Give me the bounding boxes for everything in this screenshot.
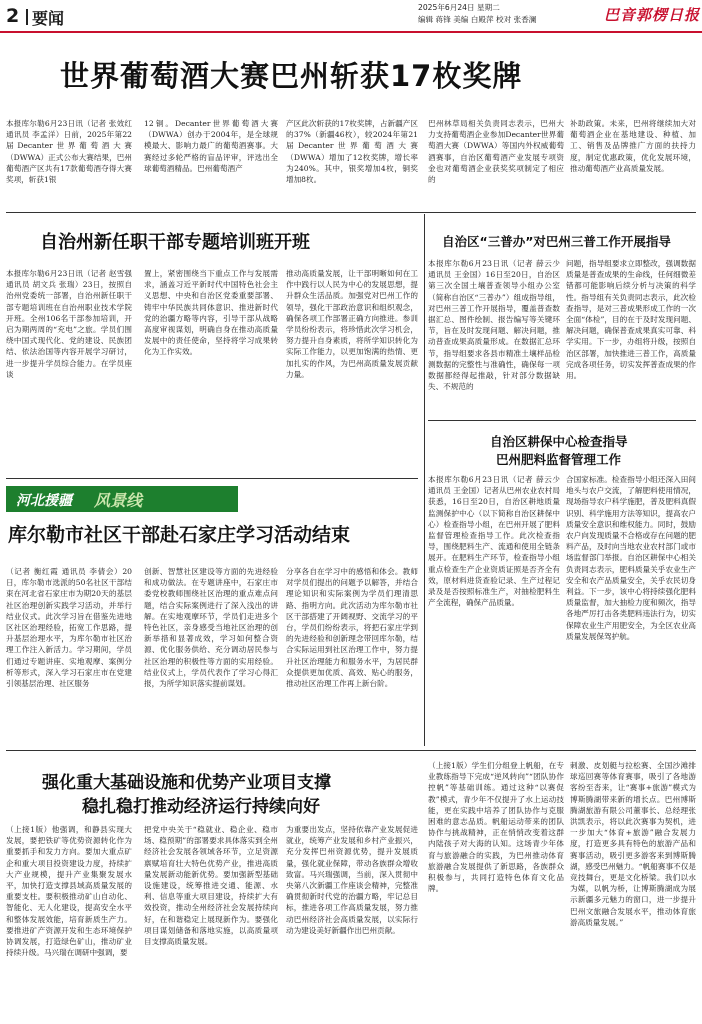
wine-article-col5: 补助政策。未来，巴州将继续加大对葡萄酒企业在基地建设、种植、加工、销售及品牌推广方面的扶持力度，制定优惠政策，优化发展环境，推动葡萄酒产业高质量发展。 — [570, 119, 696, 173]
hebei-aid-banner — [6, 486, 238, 512]
rule-story3 — [428, 420, 696, 421]
wine-article-col1: 本报库尔勒6月23日讯（记者 张效红 通讯员 李孟洋）日前，2025年第22届Decanter世界葡萄酒大赛（DWWA）正式公布大赛结果，巴州葡萄酒产区共有17款葡萄酒夺得大赛奖项，斩获1银 — [6, 119, 132, 185]
census-article-col2: 问题，指导组要求立即整改，强调数据质量是普查成果的生命线，任何细微差错都可能影响后续分析与决策的科学性。指导组有关负责同志表示，此次检查指导，是对三普成果形成工作的一次全面“体检”，目的在于及时发现问题、解决问题，确保普查成果真实可靠、科学实用。下一步，办组将升级，按照自治区部署，加快推进三普工作，高质量完成各项任务，切实发挥普查成果的作用。 — [566, 259, 696, 381]
editor-credits: 编辑 蒋锋 美编 白殿萍 校对 张香澜 — [418, 15, 537, 24]
sailing-article-col1: （上接1版）学生们分组登上帆船，在专业教练指导下完成“逆风转向”“团队协作控帆”等基础训练。通过这种“以赛促教”模式，青少年不仅提升了水上运动技能，更在实践中培养了团队协作与克服困难的意志品质。帆船运动带来的团队协作与挑战精神，正在悄悄改变着这群内陆孩子对大海的认知。这场青少年体育与旅游融合的实践，为巴州推动体育旅游融合发展提供了新思路，各族群众积极参与，共同打造特色体育文化品牌。 — [428, 761, 564, 894]
section-name: 要闻 — [32, 9, 65, 28]
infrastructure-article-col1: （上接1版）他强调，和静县实现大发展，要把铁矿等优势资源转化作为重要抓手和发力方向。要加大重点矿企和重大项目投资建设力度，持续扩大产业规模，提升产业集聚发展水平，加快打造支撑县域高质量发展的重要支柱。要积极推动矿山自动化、智能化、无人化建设，提高安全水平和整体发展效能，培育新质生产力。要推进矿产资源开发和生态环境保护协调发展，打造绿色矿山，推动矿业持续升级。马兴瑞在调研中强调，要 — [6, 825, 132, 958]
community-article-col2: 创新、智慧社区建设等方面的先进经验和成功做法。在专题讲座中，石家庄市委党校教师围绕社区治理的重点难点问题，结合实际案例进行了深入浅出的讲解。在实地观摩环节，学员们走进多个特色社区，亲身感受当地社区治理的创新举措和显著成效，学习如何整合资源、优化服务供给、充分调动居民参与社区治理的积极性等方面的实用经验。结业仪式上，学员代表作了学习心得汇报，为所学知识落实提前谋划。 — [144, 567, 278, 689]
rule-story5 — [6, 750, 696, 751]
headline-infrastructure-line1: 强化重大基础设施和优势产业项目支撑 — [42, 773, 331, 793]
newspaper-masthead: 巴音郭楞日报 — [604, 6, 701, 24]
community-article-col3: 分享各自在学习中的感悟和体会。教师对学员们提出的问题予以解答，并结合理论知识和实际案例为学员们理清思路、指明方向。此次活动为库尔勒市社区干部搭建了开阔视野、交流学习的平台，学员们纷纷表示，将把石家庄学到的先进经验和创新理念带回库尔勒，结合实际运用到社区治理工作中，努力提升社区治理能力和服务水平，为居民群众提供更加优质、高效、贴心的服务，推动社区治理工作再上新台阶。 — [286, 567, 418, 689]
rule-story1 — [6, 212, 696, 213]
issue-date: 2025年6月24日 星期二 — [418, 3, 500, 12]
training-article-col2: 置上，紧密围绕当下重点工作与发展需求，涵盖习近平新时代中国特色社会主义思想、中央和自治区党委重要部署、铸牢中华民族共同体意识、推进新时代党的治疆方略等内容，引导干部从战略高度审视谋划，明确自身在推动高质量发展中的责任使命，坚持将学习成果转化为工作实效。 — [144, 269, 278, 357]
headline-fertilizer-line2: 巴州肥料监督管理工作 — [496, 452, 622, 467]
training-article-col1: 本报库尔勒6月23日讯（记者 赵雪强 通讯员 胡文兵 张瑞）23日，按照自治州党委统一部署，自治州新任职干部专题培训班在自治州职业技术学院开班。全州106名干部参加培训，开启为期两周的“充电”之旅。学员们围绕中国式现代化、党的建设、民族团结、依法治国等内容开展学习研讨，进一步提升学员综合能力。在学员座谈 — [6, 269, 132, 379]
headline-infrastructure-line2: 稳扎稳打推动经济运行持续向好 — [82, 797, 320, 817]
fertilizer-article-col1: 本报库尔勒6月23日讯（记者 薛云少 通讯员 王金国）记者从巴州农业农村局获悉，16日至20日，自治区耕地质量监测保护中心（以下简称自治区耕保中心）检查指导小组，在巴州开展了肥料监督管理检查指导工作。此次检查指导，围绕肥料生产、流通和使用全链条展开。在肥料生产环节，检查指导小组重点检查生产企业资质证照是否齐全有效，原材料进货查验记录、生产过程记录及是否按照标准生产，对抽检肥料生产全流程，确保产品质量。 — [428, 475, 560, 608]
banner-subtitle: 风景线 — [94, 491, 143, 510]
infrastructure-article-col2: 把党中央关于“稳就业、稳企业、稳市场、稳预期”的部署要求具体落实到全州经济社会发展各领域各环节，立足资源禀赋培育壮大特色优势产业，推进高质量发展新动能新优势。要加强新型基础设施建设，统筹推进交通、能源、水利、信息等重大项目建设，持续扩大有效投资，推动全州经济社会发展持续向好，在和谐稳定上展现新作为。要强化项目谋划储备和落地实施，以高质量项目支撑高质量发展。 — [144, 825, 278, 947]
rule-story2 — [6, 478, 418, 479]
page-number: 2 — [6, 5, 20, 27]
headline-wine-medals: 世界葡萄酒大赛巴州斩获17枚奖牌 — [60, 59, 523, 93]
header-rule — [0, 31, 702, 33]
infrastructure-article-col3: 为重要出发点，坚持依靠产业发展促进就业，统筹产业发展和乡村产业振兴，充分发挥巴州资源优势，提升发展质量，强化就业保障，带动各族群众增收致富。马兴瑞强调，当前，深入贯彻中央第八次新疆工作座谈会精神，完整准确贯彻新时代党的治疆方略，牢记总目标，推进各项工作高质量发展，努力推动巴州经济社会高质量发展，以实际行动为建设美好新疆作出巴州贡献。 — [286, 825, 418, 935]
community-article-col1: （记者 衡红霞 通讯员 李倩会）20日，库尔勒市选派的50名社区干部结束在河北省石家庄市为期20天的基层社区治理创新实践学习活动，并举行结业仪式。此次学习旨在借鉴先进地区社区治理经验，拓宽工作思路，提升基层治理水平，为库尔勒市社区治理工作注入新活力。学习期间，学员们通过专题讲座、实地观摩、案例分析等形式，深入学习石家庄市在党建引领基层治理、社区服务 — [6, 567, 132, 689]
census-article-col1: 本报库尔勒6月23日讯（记者 薛云少 通讯员 王金国）16日至20日，自治区第三次全国土壤普查领导小组办公室（简称自治区“三普办”）组成指导组，对巴州三普工作开展指导，覆盖普查数据汇总、图件绘制、报告编写等关键环节，旨在及时发现问题、解决问题，推动普查成果高质量形成。在数据汇总环节，指导组要求各县市精准土壤样品检测数据的完整性与准确性，确保每一项数据都经得起推敲，针对部分数据缺失、不规范的 — [428, 259, 560, 392]
training-article-col3: 推动高质量发展，让干部明晰如何在工作中践行以人民为中心的发展思想，提升群众生活品质。加强党对巴州工作的领导，强化干部政治意识和组织观念，确保各项工作部署正确方向推进。参训学员纷纷表示，将珍惜此次学习机会，努力提升自身素质，将所学知识转化为实际工作能力，以更加饱满的热情、更加扎实的作风，为巴州高质量发展贡献力量。 — [286, 269, 418, 379]
fertilizer-article-col2: 合国家标准。检查指导小组还深入田间地头与农户交流，了解肥料使用情况，现场指导农户科学施肥，普及肥料真假识别、科学施用方法等知识，提高农户质量安全意识和维权能力。同时，鼓励农户向发现质量不合格或存在问题的肥料产品，及时向当地农业农村部门或市场监督部门举报。自治区耕保中心相关负责同志表示，肥料质量关乎农业生产安全和农产品质量安全，关乎农民切身利益。下一步，该中心将持续强化肥料质量监督，加大抽检力度和频次，指导各地严厉打击各类肥料违法行为，切实保障农业生产用肥安全，为全区农业高质量发展保驾护航。 — [566, 475, 696, 641]
banner-title: 河北援疆 — [16, 493, 72, 509]
vertical-rule-mid — [424, 214, 425, 746]
sailing-article-col2: 刺激、皮划艇与拉松赛、全国沙滩排球巡回赛等体育赛事，吸引了各地游客纷至沓来，让“赛事+旅游”模式为博斯腾湖带来新的增长点。巴州博斯腾湖旅游有限公司董事长、总经理张洪凯表示，将以此次赛事为契机，进一步加大“体育+旅游”融合发展力度，打造更多具有特色的旅游产品和赛事活动，吸引更多游客来到博斯腾湖，感受巴州魅力。“帆船赛事不仅是竞技舞台，更是文化桥梁。我们以水为媒，以帆为桥，让博斯腾湖成为展示新疆多元魅力的窗口，进一步提升巴州文旅融合发展水平，推动体育旅游高质量发展。” — [570, 761, 696, 927]
wine-article-col2: 12铜。Decanter世界葡萄酒大赛（DWWA）创办于2004年，是全球规模最大、影响力最广的葡萄酒赛事。大赛经过多轮严格的盲品评审，评选出全球葡萄酒精品。巴州葡萄酒产 — [144, 119, 278, 173]
wine-article-col4: 巴州林草局相关负责同志表示，巴州大力支持葡萄酒企业参加Decanter世界葡萄酒大赛（DWWA）等国内外权威葡萄酒赛事，自治区葡萄酒产业发展专项资金也对葡萄酒企业获奖奖项制定了相应的 — [428, 119, 564, 185]
headline-fertilizer-line1: 自治区耕保中心检查指导 — [490, 434, 628, 449]
headline-cadre-training: 自治州新任职干部专题培训班开班 — [40, 232, 310, 253]
header-divider — [26, 9, 28, 25]
headline-community-cadres: 库尔勒市社区干部赴石家庄学习活动结束 — [8, 524, 351, 546]
headline-soil-census: 自治区“三普办”对巴州三普工作开展指导 — [442, 234, 671, 249]
page-header — [0, 0, 702, 30]
wine-article-col3: 产区此次斩获的17枚奖牌，占新疆产区的37%（新疆46枚），较2024年第21届Decanter世界葡萄酒大赛（DWWA）增加了12枚奖牌，增长率为240%。其中，银奖增加4枚，铜奖增加8枚。 — [286, 119, 418, 185]
